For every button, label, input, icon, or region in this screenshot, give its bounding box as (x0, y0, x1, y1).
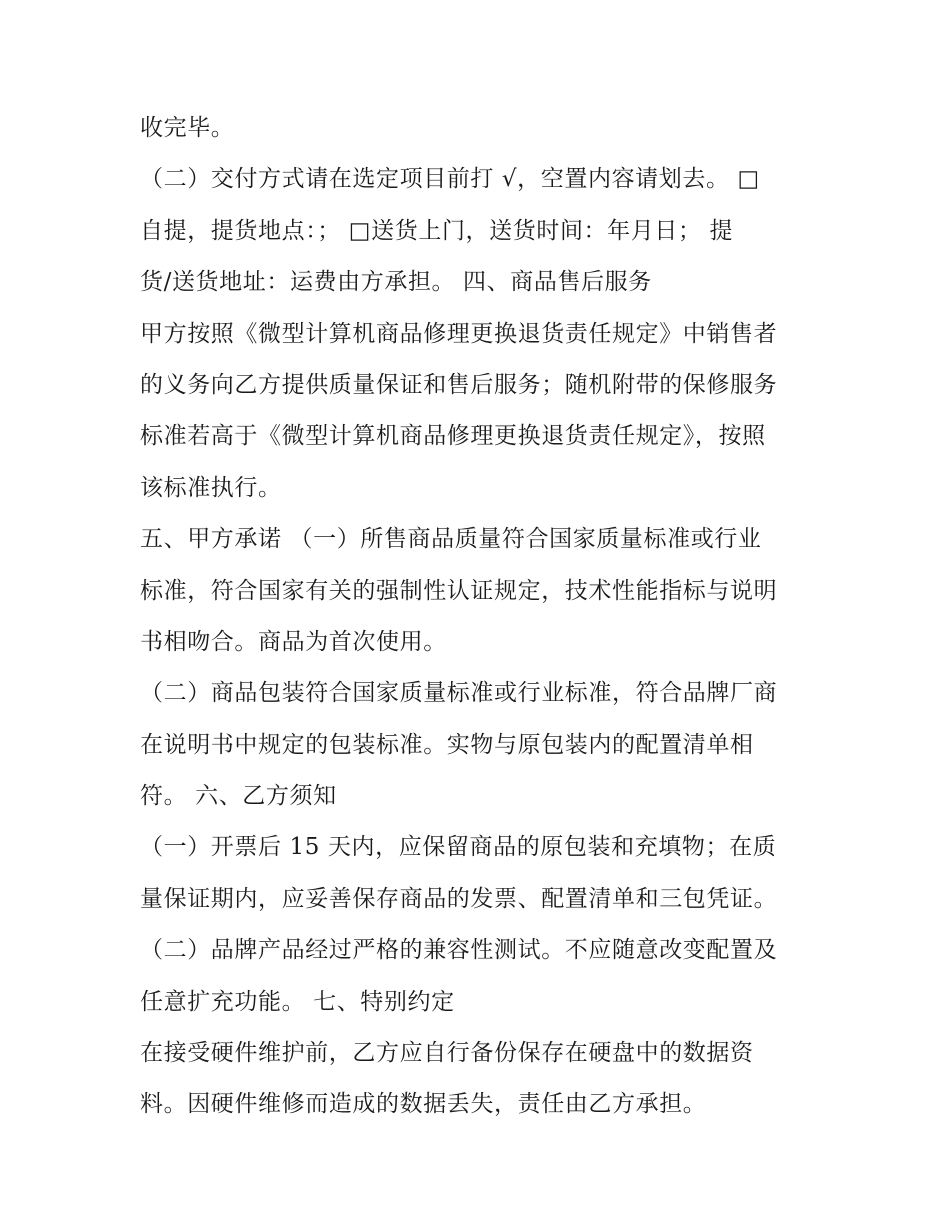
text-line: 在接受硬件维护前，乙方应自行备份保存在硬盘中的数据资 (140, 1040, 754, 1067)
text-line: （二）交付方式请在选定项目前打 √，空置内容请划去。 □ (140, 166, 760, 193)
text-line: 该标准执行。 (140, 474, 282, 501)
text-line: 书相吻合。商品为首次使用。 (140, 628, 447, 655)
text-line: 收完毕。 (140, 115, 235, 141)
text-line: 料。因硬件维修而造成的数据丢失，责任由乙方承担。 (140, 1091, 707, 1118)
text-line: （二）品牌产品经过严格的兼容性测试。不应随意改变配置及 (140, 937, 778, 964)
text-line: 标准，符合国家有关的强制性认证规定，技术性能指标与说明 (140, 577, 778, 604)
document-page (140, 106, 830, 1134)
text-line: 在说明书中规定的包装标准。实物与原包装内的配置清单相 (140, 731, 754, 758)
text-line: 任意扩充功能。 七、特别约定 (140, 988, 455, 1015)
text-line: 符。 六、乙方须知 (140, 783, 337, 810)
text-line: 五、甲方承诺 （一）所售商品质量符合国家质量标准或行业 (140, 526, 762, 553)
text-line: 的义务向乙方提供质量保证和售后服务；随机附带的保修服务 (140, 371, 778, 398)
text-line: （二）商品包装符合国家质量标准或行业标准，符合品牌厂商 (140, 680, 778, 707)
text-line: 自提，提货地点：； □送货上门，送货时间：年月日； 提 (140, 217, 734, 244)
text-line: 甲方按照《微型计算机商品修理更换退货责任规定》中销售者 (140, 320, 778, 347)
text-line: 标准若高于《微型计算机商品修理更换退货责任规定》，按照 (140, 423, 766, 450)
text-line: （一）开票后 15 天内，应保留商品的原包装和充填物；在质 (140, 834, 777, 861)
text-line: 货/送货地址：运费由方承担。 四、商品售后服务 (140, 269, 652, 296)
text-line: 量保证期内，应妥善保存商品的发票、配置清单和三包凭证。 (140, 885, 778, 912)
